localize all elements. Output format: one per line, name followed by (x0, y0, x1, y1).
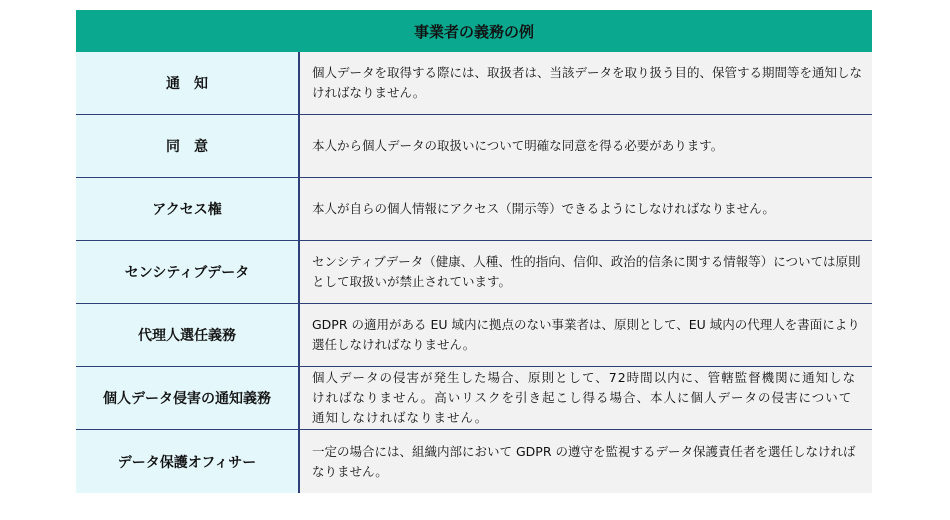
row-description-text: 個人データを取得する際には、取扱者は、当該データを取り扱う目的、保管する期間等を通知しなければなりません。 (312, 65, 863, 100)
obligations-table (76, 10, 872, 493)
row-description (300, 367, 872, 429)
table-row (76, 52, 872, 115)
table-row (76, 241, 872, 304)
row-description (300, 178, 872, 240)
row-description-text: GDPR の適用がある EU 域内に拠点のない事業者は、原則として、EU 域内の代理人を書面により選任しなければなりません。 (312, 317, 860, 352)
row-label-consent: 同 意 (76, 115, 300, 177)
row-label-sensitive-data: センシティブデータ (76, 241, 300, 303)
row-description (300, 52, 872, 114)
row-label-dpo: データ保護オフィサー (76, 430, 300, 493)
row-description-text: 一定の場合には、組織内部において GDPR の遵守を監視するデータ保護責任者を選任しなければなりません。 (312, 443, 856, 479)
table-row (76, 367, 872, 430)
row-description (300, 304, 872, 366)
table-row (76, 304, 872, 367)
row-description-text: 本人から個人データの取扱いについて明確な同意を得る必要があります。 (312, 138, 724, 153)
table-row (76, 178, 872, 241)
row-description-text: 本人が自らの個人情報にアクセス（開示等）できるようにしなければなりません。 (312, 201, 775, 216)
row-label-notice: 通 知 (76, 52, 300, 114)
row-label-breach-notice: 個人データ侵害の通知義務 (76, 367, 300, 429)
table-row (76, 115, 872, 178)
row-description-text: 個人データの侵害が発生した場合、原則として、72時間以内に、管轄監督機関に通知しなければなりません。高いリスクを引き起こし得る場合、本人に個人データの侵害について通知しなければなりません。 (312, 370, 857, 425)
row-description (300, 241, 872, 303)
row-label-access-right: アクセス権 (76, 178, 300, 240)
table-title: 事業者の義務の例 (76, 10, 872, 52)
row-description-text: センシティブデータ（健康、人種、性的指向、信仰、政治的信条に関する情報等）については原則として取扱いが禁止されています。 (312, 254, 861, 289)
row-description (300, 115, 872, 177)
row-description (300, 430, 872, 493)
table-row (76, 430, 872, 493)
row-label-representative: 代理人選任義務 (76, 304, 300, 366)
